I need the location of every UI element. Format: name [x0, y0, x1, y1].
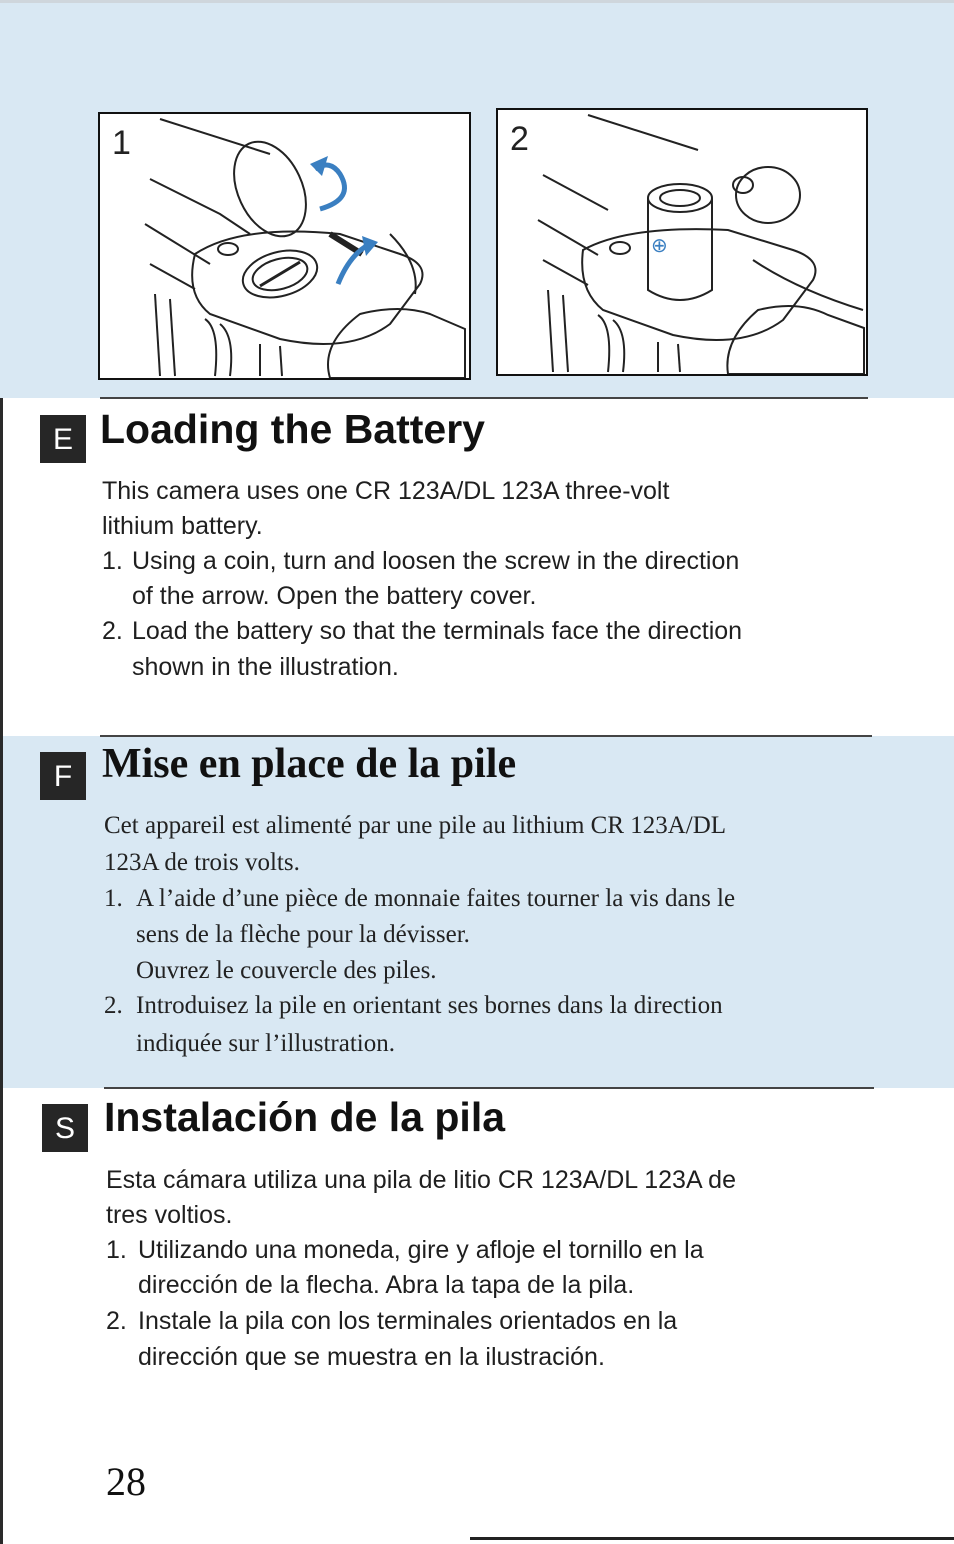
french-step-2-number: 2. — [104, 992, 123, 1019]
french-intro-line-2: 123A de trois volts. — [104, 849, 300, 876]
spanish-step-1-line-2: dirección de la flecha. Abra la tapa de la pila. — [138, 1271, 635, 1299]
svg-text:⊕: ⊕ — [651, 235, 668, 257]
spanish-heading: Instalación de la pila — [104, 1094, 506, 1140]
language-badge-f: F — [40, 752, 86, 800]
french-step-1-number: 1. — [104, 885, 123, 912]
english-heading: Loading the Battery — [100, 406, 485, 452]
section-divider-french — [100, 735, 872, 737]
english-intro-line-2: lithium battery. — [102, 512, 263, 540]
language-badge-s: S — [42, 1104, 88, 1152]
french-intro-line-1: Cet appareil est alimenté par une pile au lithium CR 123A/DL — [104, 812, 727, 839]
english-step-1-number: 1. — [102, 547, 123, 575]
spanish-step-2-line-2: dirección que se muestra en la ilustración. — [138, 1343, 605, 1371]
page-number: 28 — [106, 1459, 146, 1504]
english-intro-line-1: This camera uses one CR 123A/DL 123A three-volt — [102, 477, 670, 505]
english-step-1-line-2: of the arrow. Open the battery cover. — [132, 582, 537, 610]
english-step-2-line-1: Load the battery so that the terminals face the direction — [132, 617, 743, 645]
step-label-2: 2 — [510, 120, 529, 158]
spanish-intro-line-2: tres voltios. — [106, 1201, 233, 1229]
french-step-1-line-1: A l’aide d’une pièce de monnaie faites tourner la vis dans le — [136, 885, 736, 912]
spanish-step-1-number: 1. — [106, 1236, 127, 1264]
section-divider-spanish — [104, 1087, 874, 1089]
english-step-2-line-2: shown in the illustration. — [132, 653, 399, 681]
french-step-1-line-3: Ouvrez le couvercle des piles. — [136, 957, 437, 984]
illustration-step-1 — [98, 112, 471, 380]
english-step-2-number: 2. — [102, 617, 123, 645]
camera-battery-cover-open-icon — [100, 114, 469, 378]
top-edge-line — [0, 0, 954, 3]
french-step-2-line-2: indiquée sur l’illustration. — [136, 1030, 395, 1057]
english-step-1-line-1: Using a coin, turn and loosen the screw in the direction — [132, 547, 740, 575]
section-divider-english — [100, 397, 868, 399]
language-badge-e: E — [40, 415, 86, 463]
left-page-edge — [0, 398, 3, 1544]
french-step-2-line-1: Introduisez la pile en orientant ses bornes dans la direction — [136, 992, 723, 1019]
bottom-edge-line — [470, 1537, 954, 1540]
illustration-step-2 — [496, 108, 868, 376]
spanish-intro-line-1: Esta cámara utiliza una pila de litio CR 123A/DL 123A de — [106, 1166, 736, 1194]
french-heading: Mise en place de la pile — [102, 741, 517, 787]
french-step-1-line-2: sens de la flèche pour la dévisser. — [136, 921, 470, 948]
camera-battery-insert-icon — [498, 110, 866, 374]
spanish-step-1-line-1: Utilizando una moneda, gire y afloje el tornillo en la — [138, 1236, 704, 1264]
spanish-step-2-number: 2. — [106, 1307, 127, 1335]
step-label-1: 1 — [112, 124, 131, 162]
spanish-step-2-line-1: Instale la pila con los terminales orientados en la — [138, 1307, 678, 1335]
